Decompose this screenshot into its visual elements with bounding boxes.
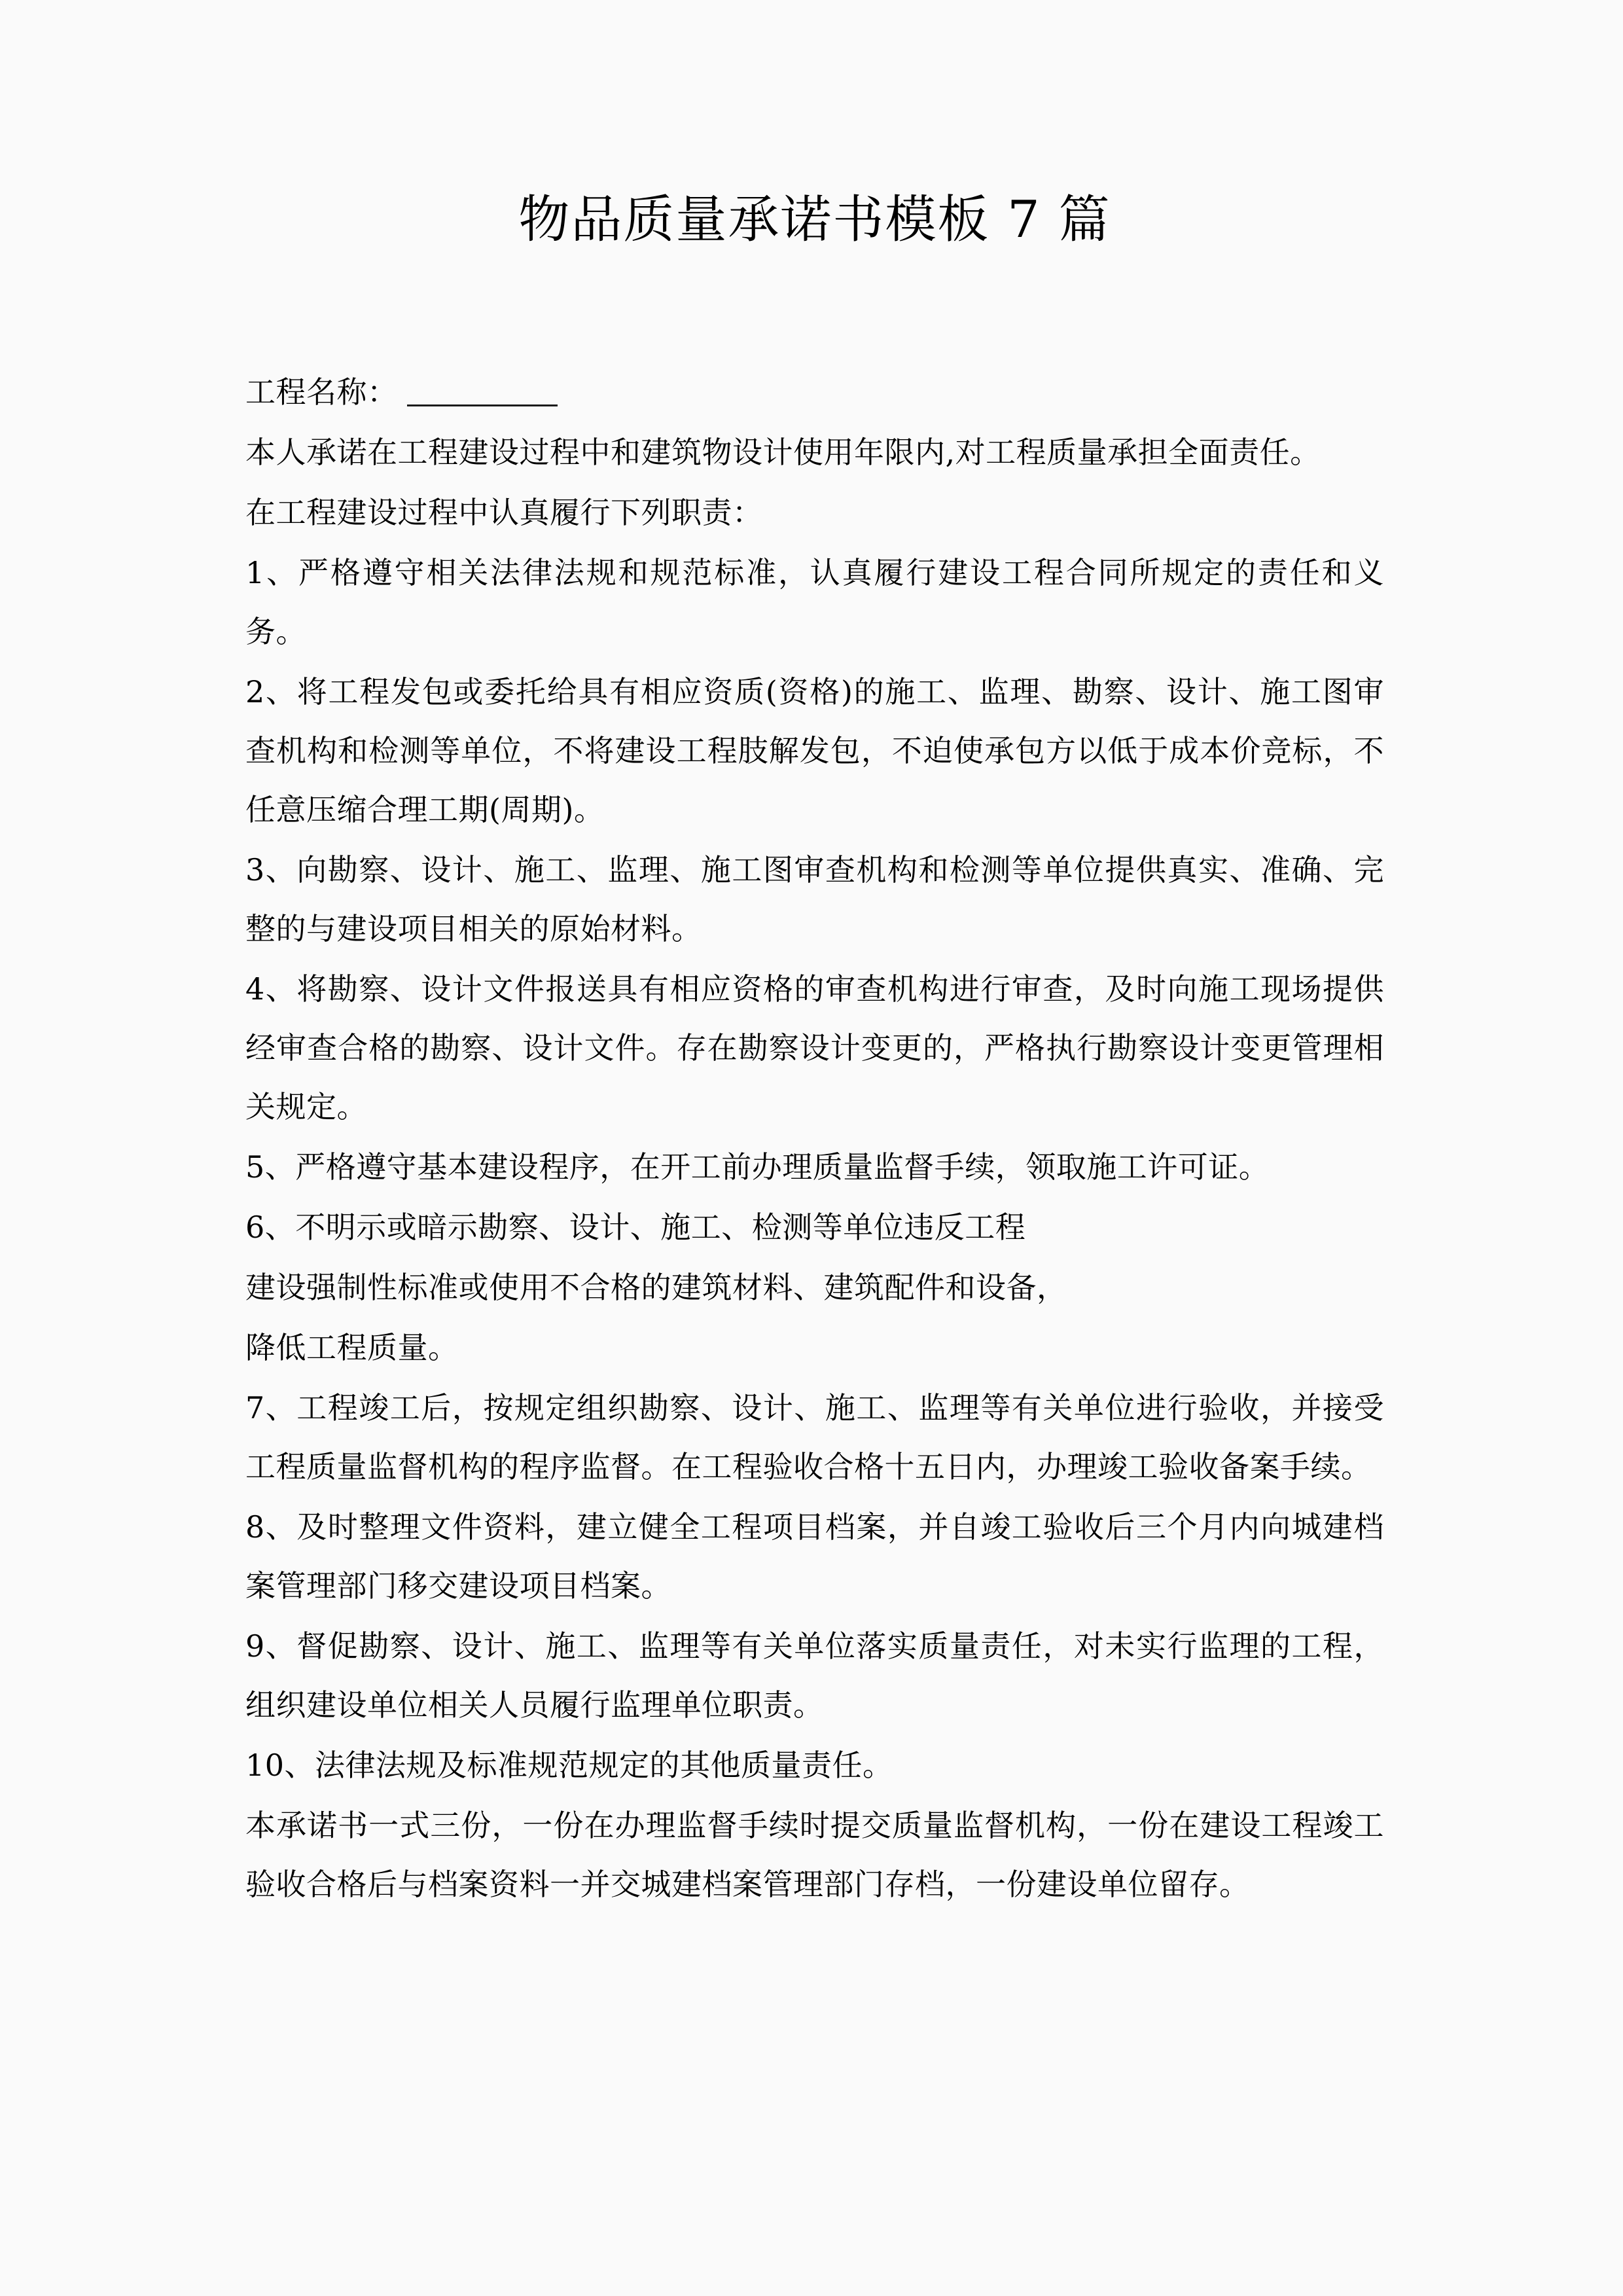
clause-item-9: 9、督促勘察、设计、施工、监理等有关单位落实质量责任，对未实行监理的工程，组织建设单位相关人员履行监理单位职责。 (245, 1628, 1384, 1723)
clause-item-5: 5、严格遵守基本建设程序，在开工前办理质量监督手续，领取施工许可证。 (245, 1149, 1270, 1185)
paragraph: 在工程建设过程中认真履行下列职责： (245, 494, 763, 530)
clause-item-4: 4、将勘察、设计文件报送具有相应资格的审查机构进行审查，及时向施工现场提供经审查合格的勘察、设计文件。存在勘察设计变更的，严格执行勘察设计变更管理相关规定。 (245, 971, 1384, 1124)
clause-item-3: 3、向勘察、设计、施工、监理、施工图审查机构和检测等单位提供真实、准确、完整的与建设项目相关的原始材料。 (245, 852, 1384, 946)
document-content (245, 363, 1384, 1914)
project-name-field-row (245, 363, 1384, 422)
clause-item-2: 2、将工程发包或委托给具有相应资质(资格)的施工、监理、勘察、设计、施工图审查机构和检测等单位，不将建设工程肢解发包，不迫使承包方以低于成本价竞标，不任意压缩合理工期(周期)。 (245, 673, 1384, 827)
clause-item-7: 7、工程竣工后，按规定组织勘察、设计、施工、监理等有关单位进行验收，并接受工程质量监督机构的程序监督。在工程验收合格十五日内，办理竣工验收备案手续。 (245, 1390, 1384, 1484)
page-body (245, 0, 1384, 1915)
clause-item-6-cont-2: 降低工程质量。 (245, 1329, 459, 1365)
clause-item-1: 1、严格遵守相关法律法规和规范标准，认真履行建设工程合同所规定的责任和义务。 (245, 554, 1384, 649)
paragraph: 本人承诺在工程建设过程中和建筑物设计使用年限内,对工程质量承担全面责任。 (245, 434, 1321, 470)
project-name-label: 工程名称： (245, 374, 398, 410)
page-title: 物品质量承诺书模板 7 篇 (518, 190, 1111, 249)
clause-item-6-cont-1: 建设强制性标准或使用不合格的建筑材料、建筑配件和设备， (245, 1269, 1067, 1305)
project-name-input[interactable] (407, 404, 558, 406)
clause-item-10: 10、法律法规及标准规范规定的其他质量责任。 (245, 1747, 893, 1783)
clause-item-8: 8、及时整理文件资料，建立健全工程项目档案，并自竣工验收后三个月内向城建档案管理部门移交建设项目档案。 (245, 1509, 1384, 1604)
clause-item-6: 6、不明示或暗示勘察、设计、施工、检测等单位违反工程 (245, 1209, 1026, 1245)
closing-paragraph: 本承诺书一式三份，一份在办理监督手续时提交质量监督机构，一份在建设工程竣工验收合格后与档案资料一并交城建档案管理部门存档，一份建设单位留存。 (245, 1807, 1384, 1902)
